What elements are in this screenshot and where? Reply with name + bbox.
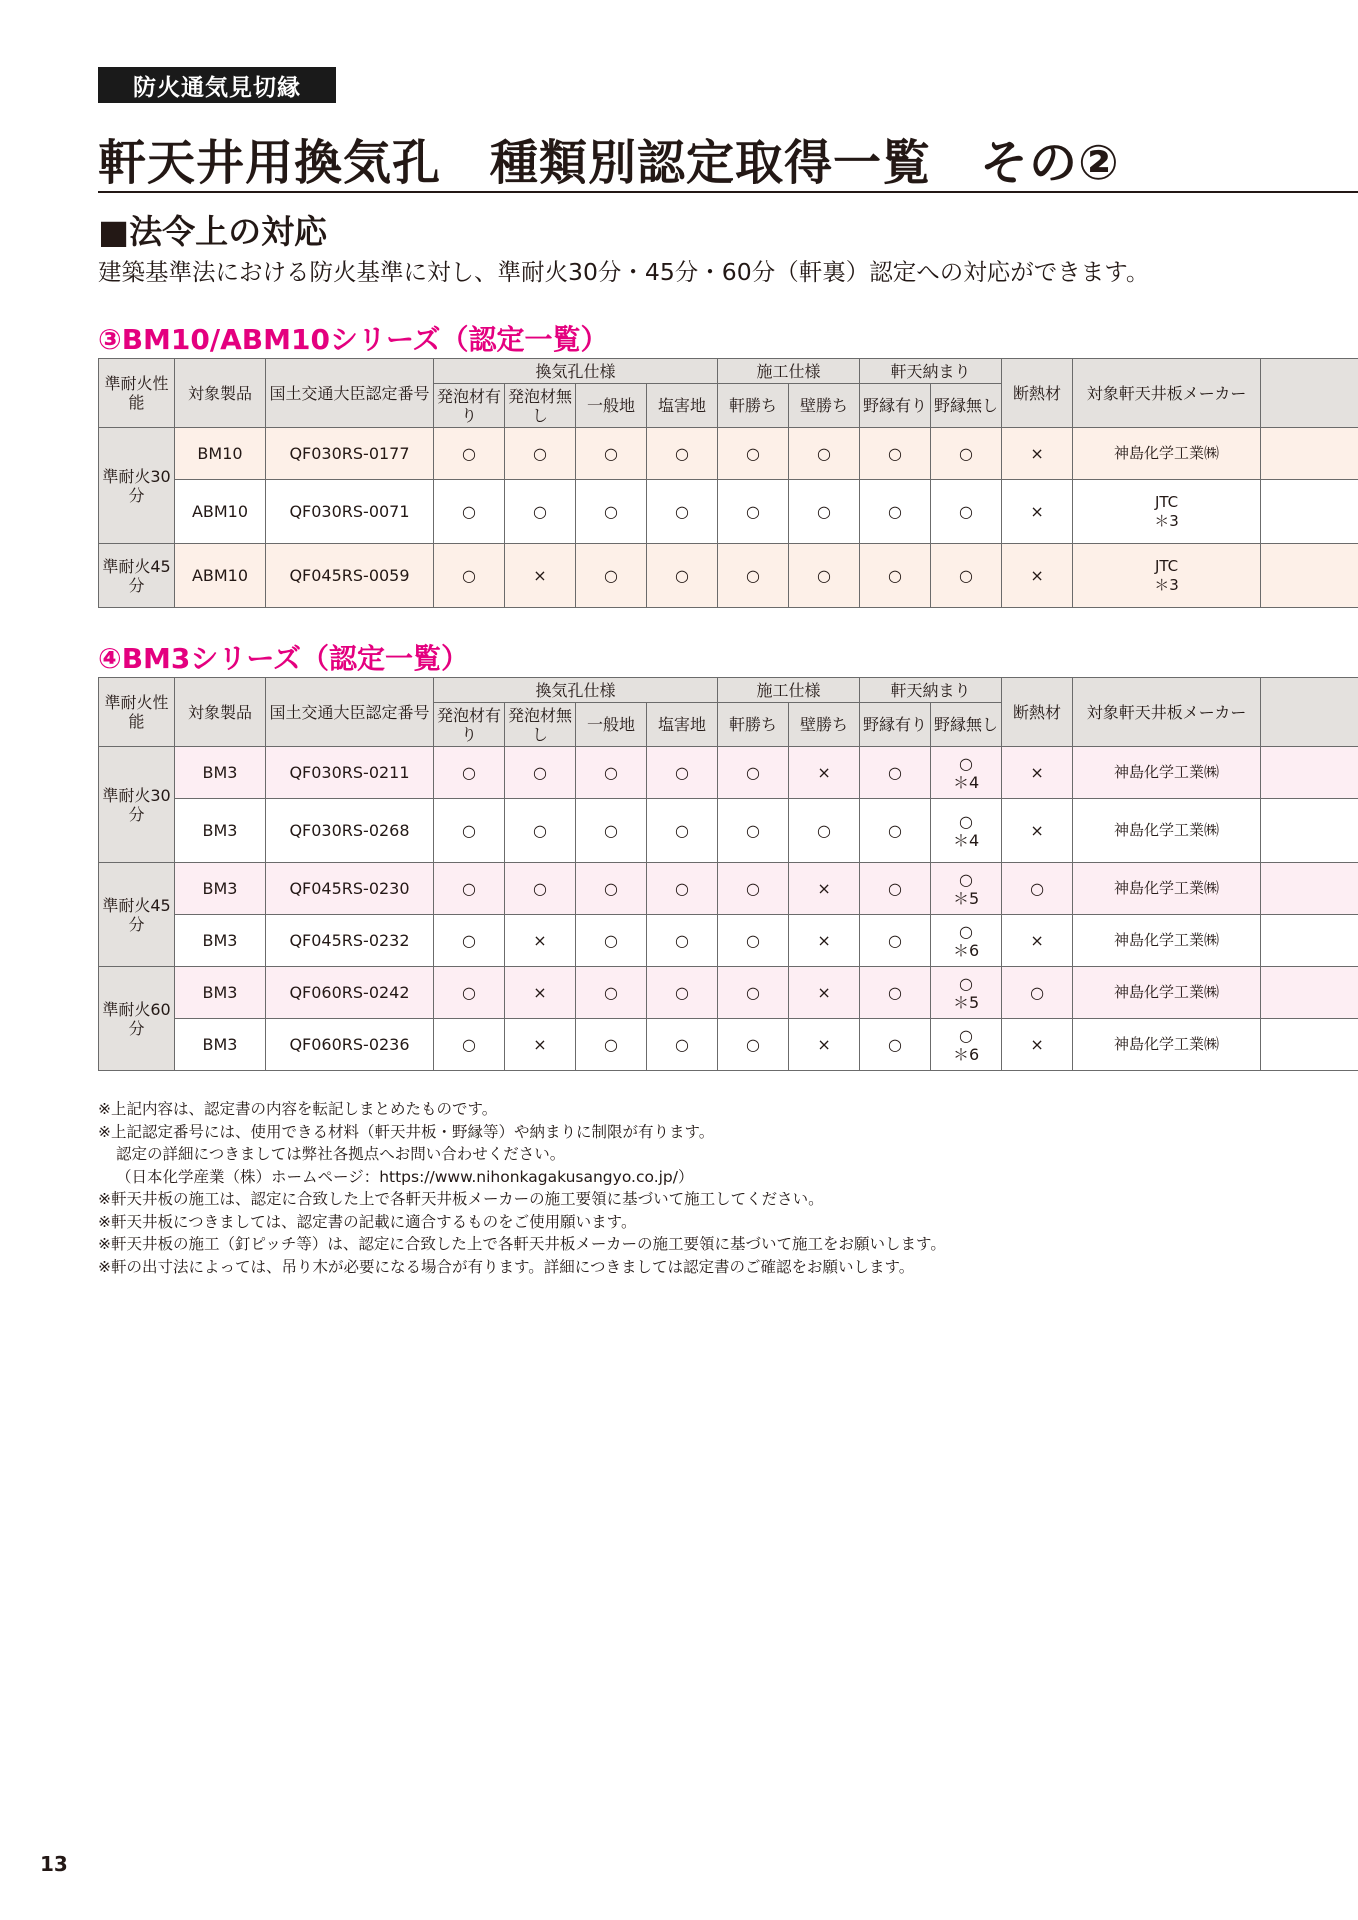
- mark: ○: [959, 811, 974, 831]
- maker-note: ＊3: [1154, 575, 1179, 594]
- cell-cert: QF045RS-0232: [266, 915, 434, 967]
- cell-maker: 神島化学工業㈱: [1073, 799, 1261, 863]
- col-group-ventilation: 換気孔仕様: [434, 678, 718, 703]
- cell-wall-win: ○: [789, 544, 860, 608]
- cell-vent-foam-yes: ○: [434, 915, 505, 967]
- col-group-soffit: 軒天納まり: [860, 359, 1002, 384]
- cell-extra: [1261, 1019, 1358, 1071]
- cell-maker: 神島化学工業㈱: [1073, 863, 1261, 915]
- cell-extra: [1261, 544, 1358, 608]
- col-performance: 準耐火性能: [99, 678, 175, 747]
- page-number: 13: [40, 1852, 68, 1876]
- cell-extra: [1261, 915, 1358, 967]
- cell-vent-foam-no: ○: [505, 428, 576, 480]
- certification-table-series3: [98, 358, 1358, 608]
- footnote: ※軒天井板につきましては、認定書の記載に適合するものをご使用願います。: [98, 1212, 637, 1231]
- cell-nobuchi-no: ○: [931, 428, 1002, 480]
- table-row: [99, 915, 1358, 967]
- cell-vent-foam-no: ○: [505, 480, 576, 544]
- col-vent-general: 一般地: [576, 703, 647, 747]
- cell-wall-win: ×: [789, 967, 860, 1019]
- cell-vent-foam-no: ○: [505, 747, 576, 799]
- col-wall-win: 壁勝ち: [789, 384, 860, 428]
- page-title: 軒天井用換気孔 種類別認定取得一覧 その②: [98, 135, 1120, 191]
- cell-nobuchi-no: ○: [931, 480, 1002, 544]
- cell-nobuchi-no: [931, 1019, 1002, 1071]
- cell-cert: QF060RS-0236: [266, 1019, 434, 1071]
- cell-insulation: ○: [1002, 863, 1073, 915]
- col-group-ventilation: 換気孔仕様: [434, 359, 718, 384]
- col-insulation: 断熱材: [1002, 359, 1073, 428]
- col-product: 対象製品: [175, 678, 266, 747]
- row-performance-30: 準耐火30分: [99, 747, 175, 863]
- col-eaves-win: 軒勝ち: [718, 703, 789, 747]
- row-performance-45: 準耐火45分: [99, 544, 175, 608]
- cell-vent-salt: ○: [647, 544, 718, 608]
- cell-product: BM3: [175, 1019, 266, 1071]
- cell-cert: QF060RS-0242: [266, 967, 434, 1019]
- cell-vent-foam-yes: ○: [434, 799, 505, 863]
- cell-nobuchi-no: [931, 799, 1002, 863]
- cell-nobuchi-no: [931, 915, 1002, 967]
- cell-insulation: ×: [1002, 799, 1073, 863]
- col-extra: [1261, 678, 1358, 747]
- cell-vent-foam-no: ○: [505, 863, 576, 915]
- cell-insulation: ○: [1002, 967, 1073, 1019]
- cell-wall-win: ×: [789, 747, 860, 799]
- mark-note: ＊5: [952, 992, 980, 1012]
- cell-cert: QF030RS-0211: [266, 747, 434, 799]
- cell-vent-salt: ○: [647, 915, 718, 967]
- cell-cert: QF030RS-0177: [266, 428, 434, 480]
- cell-product: BM3: [175, 747, 266, 799]
- col-vent-foam-yes: 発泡材有り: [434, 703, 505, 747]
- cell-vent-salt: ○: [647, 428, 718, 480]
- cell-nobuchi-yes: ○: [860, 1019, 931, 1071]
- cell-maker: 神島化学工業㈱: [1073, 967, 1261, 1019]
- cell-extra: [1261, 799, 1358, 863]
- cell-vent-salt: ○: [647, 1019, 718, 1071]
- maker-name: JTC: [1154, 556, 1179, 575]
- col-nobuchi-no: 野縁無し: [931, 384, 1002, 428]
- cell-vent-general: ○: [576, 967, 647, 1019]
- cell-vent-foam-yes: ○: [434, 747, 505, 799]
- table-row: [99, 1019, 1358, 1071]
- title-divider: [98, 191, 1358, 193]
- mark: ○: [959, 753, 974, 773]
- cell-vent-foam-yes: ○: [434, 480, 505, 544]
- mark: ○: [959, 973, 974, 993]
- col-nobuchi-yes: 野縁有り: [860, 703, 931, 747]
- cell-vent-foam-no: ×: [505, 967, 576, 1019]
- mark: ○: [959, 921, 974, 941]
- series4-heading: ④BM3シリーズ（認定一覧）: [98, 642, 469, 675]
- series3-heading: ③BM10/ABM10シリーズ（認定一覧）: [98, 323, 609, 356]
- cell-nobuchi-yes: ○: [860, 480, 931, 544]
- cell-product: BM3: [175, 967, 266, 1019]
- table-row: [99, 544, 1358, 608]
- maker-name: JTC: [1154, 492, 1179, 511]
- cell-vent-general: ○: [576, 480, 647, 544]
- cell-vent-general: ○: [576, 544, 647, 608]
- cell-product: BM3: [175, 799, 266, 863]
- col-vent-general: 一般地: [576, 384, 647, 428]
- cell-vent-foam-no: ○: [505, 799, 576, 863]
- col-product: 対象製品: [175, 359, 266, 428]
- col-cert-no: 国土交通大臣認定番号: [266, 359, 434, 428]
- footnote: ※上記認定番号には、使用できる材料（軒天井板・野縁等）や納まりに制限が有ります。: [98, 1122, 715, 1141]
- cell-extra: [1261, 480, 1358, 544]
- cell-nobuchi-no: [931, 747, 1002, 799]
- cell-nobuchi-no: [931, 967, 1002, 1019]
- col-cert-no: 国土交通大臣認定番号: [266, 678, 434, 747]
- cell-vent-general: ○: [576, 915, 647, 967]
- mark-note: ＊4: [952, 772, 980, 792]
- cell-vent-general: ○: [576, 747, 647, 799]
- row-performance-60: 準耐火60分: [99, 967, 175, 1071]
- col-eaves-win: 軒勝ち: [718, 384, 789, 428]
- cell-nobuchi-no: ○: [931, 544, 1002, 608]
- cell-maker: [1073, 544, 1261, 608]
- cell-extra: [1261, 428, 1358, 480]
- cell-maker: 神島化学工業㈱: [1073, 1019, 1261, 1071]
- cell-vent-foam-yes: ○: [434, 428, 505, 480]
- row-performance-30: 準耐火30分: [99, 428, 175, 544]
- mark-note: ＊6: [952, 1044, 980, 1064]
- table-row: [99, 799, 1358, 863]
- cell-vent-foam-no: ×: [505, 915, 576, 967]
- cell-vent-foam-yes: ○: [434, 544, 505, 608]
- cell-insulation: ×: [1002, 747, 1073, 799]
- cell-eaves-win: ○: [718, 544, 789, 608]
- cell-vent-general: ○: [576, 799, 647, 863]
- col-vent-foam-no: 発泡材無し: [505, 384, 576, 428]
- mark: ○: [959, 869, 974, 889]
- cell-vent-general: ○: [576, 863, 647, 915]
- col-nobuchi-yes: 野縁有り: [860, 384, 931, 428]
- cell-wall-win: ×: [789, 1019, 860, 1071]
- cell-eaves-win: ○: [718, 799, 789, 863]
- cell-maker: 神島化学工業㈱: [1073, 428, 1261, 480]
- cell-vent-foam-no: ×: [505, 544, 576, 608]
- cell-insulation: ×: [1002, 915, 1073, 967]
- maker-note: ＊3: [1154, 511, 1179, 530]
- col-vent-salt: 塩害地: [647, 384, 718, 428]
- footnote: ※軒天井板の施工（釘ピッチ等）は、認定に合致した上で各軒天井板メーカーの施工要領に基づいて施工をお願いします。: [98, 1235, 946, 1253]
- col-extra: [1261, 359, 1358, 428]
- cell-eaves-win: ○: [718, 1019, 789, 1071]
- cell-wall-win: ×: [789, 863, 860, 915]
- cell-vent-salt: ○: [647, 747, 718, 799]
- cell-wall-win: ○: [789, 428, 860, 480]
- cell-product: ABM10: [175, 480, 266, 544]
- cell-vent-salt: ○: [647, 480, 718, 544]
- cell-eaves-win: ○: [718, 428, 789, 480]
- cell-vent-foam-no: ×: [505, 1019, 576, 1071]
- cell-insulation: ×: [1002, 480, 1073, 544]
- col-vent-foam-yes: 発泡材有り: [434, 384, 505, 428]
- cell-vent-foam-yes: ○: [434, 967, 505, 1019]
- col-vent-salt: 塩害地: [647, 703, 718, 747]
- cell-vent-foam-yes: ○: [434, 1019, 505, 1071]
- mark: ○: [959, 1025, 974, 1045]
- footnote: ※軒天井板の施工は、認定に合致した上で各軒天井板メーカーの施工要領に基づいて施工してください。: [98, 1190, 824, 1208]
- cell-eaves-win: ○: [718, 747, 789, 799]
- section-description: 建築基準法における防火基準に対し、準耐火30分・45分・60分（軒裏）認定への対応ができます。: [98, 258, 1150, 286]
- cell-nobuchi-yes: ○: [860, 747, 931, 799]
- footnote: 認定の詳細につきましては弊社各拠点へお問い合わせください。: [116, 1145, 566, 1163]
- row-performance-45: 準耐火45分: [99, 863, 175, 967]
- col-vent-foam-no: 発泡材無し: [505, 703, 576, 747]
- cell-insulation: ×: [1002, 1019, 1073, 1071]
- cell-product: BM3: [175, 863, 266, 915]
- cell-cert: QF045RS-0230: [266, 863, 434, 915]
- cell-cert: QF030RS-0071: [266, 480, 434, 544]
- cell-eaves-win: ○: [718, 967, 789, 1019]
- table-row: [99, 967, 1358, 1019]
- table-row: [99, 428, 1358, 480]
- col-wall-win: 壁勝ち: [789, 703, 860, 747]
- footnote: ※軒の出寸法によっては、吊り木が必要になる場合が有ります。詳細につきましては認定書のご確認をお願いします。: [98, 1257, 915, 1276]
- cell-nobuchi-yes: ○: [860, 967, 931, 1019]
- col-performance: 準耐火性能: [99, 359, 175, 428]
- footnotes: [98, 1098, 946, 1278]
- col-maker: 対象軒天井板メーカー: [1073, 678, 1261, 747]
- cell-vent-general: ○: [576, 428, 647, 480]
- cell-product: BM3: [175, 915, 266, 967]
- col-maker: 対象軒天井板メーカー: [1073, 359, 1261, 428]
- cell-eaves-win: ○: [718, 480, 789, 544]
- table-row: [99, 863, 1358, 915]
- cell-cert: QF030RS-0268: [266, 799, 434, 863]
- col-insulation: 断熱材: [1002, 678, 1073, 747]
- cell-maker: 神島化学工業㈱: [1073, 915, 1261, 967]
- cell-nobuchi-yes: ○: [860, 544, 931, 608]
- category-tag: 防火通気見切縁: [98, 67, 336, 103]
- cell-extra: [1261, 863, 1358, 915]
- mark-note: ＊5: [952, 888, 980, 908]
- cell-vent-general: ○: [576, 1019, 647, 1071]
- col-nobuchi-no: 野縁無し: [931, 703, 1002, 747]
- cell-eaves-win: ○: [718, 863, 789, 915]
- cell-maker: 神島化学工業㈱: [1073, 747, 1261, 799]
- cell-wall-win: ○: [789, 799, 860, 863]
- mark-note: ＊4: [952, 830, 980, 850]
- mark-note: ＊6: [952, 940, 980, 960]
- cell-insulation: ×: [1002, 544, 1073, 608]
- table-row: [99, 480, 1358, 544]
- col-group-construction: 施工仕様: [718, 678, 860, 703]
- cell-wall-win: ×: [789, 915, 860, 967]
- cell-wall-win: ○: [789, 480, 860, 544]
- section-heading: ■法令上の対応: [98, 212, 328, 251]
- cell-vent-foam-yes: ○: [434, 863, 505, 915]
- cell-extra: [1261, 967, 1358, 1019]
- footnote-website: （日本化学産業（株）ホームページ：https://www.nihonkagakusangyo.co.jp/）: [116, 1167, 694, 1186]
- cell-vent-salt: ○: [647, 863, 718, 915]
- cell-eaves-win: ○: [718, 915, 789, 967]
- cell-product: ABM10: [175, 544, 266, 608]
- table-row: [99, 747, 1358, 799]
- cell-product: BM10: [175, 428, 266, 480]
- col-group-construction: 施工仕様: [718, 359, 860, 384]
- cell-vent-salt: ○: [647, 967, 718, 1019]
- cell-maker: [1073, 480, 1261, 544]
- col-group-soffit: 軒天納まり: [860, 678, 1002, 703]
- cell-nobuchi-yes: ○: [860, 799, 931, 863]
- cell-nobuchi-yes: ○: [860, 863, 931, 915]
- cell-extra: [1261, 747, 1358, 799]
- cell-nobuchi-no: [931, 863, 1002, 915]
- cell-nobuchi-yes: ○: [860, 915, 931, 967]
- cell-insulation: ×: [1002, 428, 1073, 480]
- cell-nobuchi-yes: ○: [860, 428, 931, 480]
- cell-cert: QF045RS-0059: [266, 544, 434, 608]
- certification-table-series4: [98, 677, 1358, 1071]
- cell-vent-salt: ○: [647, 799, 718, 863]
- footnote: ※上記内容は、認定書の内容を転記しまとめたものです。: [98, 1100, 498, 1118]
